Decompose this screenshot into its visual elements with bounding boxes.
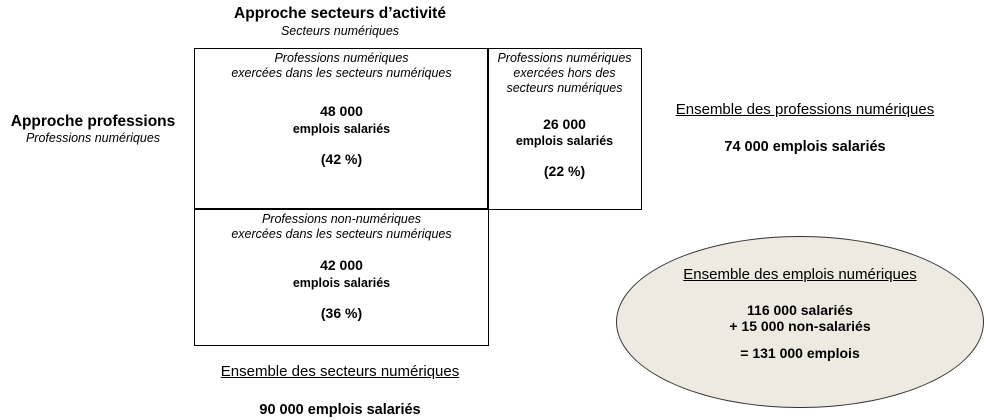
sectors-total-label: Ensemble des secteurs numériques xyxy=(220,363,460,380)
cell-b-number: 26 000 xyxy=(543,116,586,132)
cell-non-digital-professions-in-digital-sectors xyxy=(194,208,489,346)
digital-jobs-non-employees: + 15 000 non-salariés xyxy=(729,318,871,334)
cell-b-desc-line3: secteurs numériques xyxy=(506,81,623,95)
digital-jobs-total-label: Ensemble des emplois numériques xyxy=(683,266,917,283)
cell-a-unit: emplois salariés xyxy=(292,122,391,136)
cell-c-number: 42 000 xyxy=(320,257,363,273)
professions-total-value: 74 000 emplois salariés xyxy=(724,139,886,155)
professions-total-label: Ensemble des professions numériques xyxy=(675,101,935,118)
cell-a-number: 48 000 xyxy=(320,103,363,119)
digital-jobs-total xyxy=(620,266,980,361)
digital-jobs-employees: 116 000 salariés xyxy=(747,302,853,318)
cell-digital-professions-in-digital-sectors xyxy=(194,48,489,210)
cell-b-desc-line2: exercées hors des xyxy=(513,66,616,80)
cell-c-unit: emplois salariés xyxy=(292,276,391,290)
professions-approach-subtitle: Professions numériques xyxy=(25,131,161,145)
sectors-total xyxy=(190,362,490,419)
cell-c-percent: (36 %) xyxy=(320,305,363,321)
sectors-approach-header xyxy=(190,4,490,39)
cell-a-desc-line2: exercées dans les secteurs numériques xyxy=(231,66,452,80)
sectors-approach-subtitle: Secteurs numériques xyxy=(280,24,400,38)
professions-total xyxy=(640,100,970,156)
professions-approach-header xyxy=(0,112,186,146)
cell-b-desc-line1: Professions numériques xyxy=(497,51,632,65)
cell-a-percent: (42 %) xyxy=(320,151,363,167)
sectors-approach-title: Approche secteurs d’activité xyxy=(234,5,446,22)
cell-b-percent: (22 %) xyxy=(543,163,586,179)
digital-jobs-sum: = 131 000 emplois xyxy=(740,345,860,361)
cell-digital-professions-outside-digital-sectors xyxy=(487,48,642,210)
cell-a-desc-line1: Professions numériques xyxy=(274,51,409,65)
cell-c-desc-line1: Professions non-numériques xyxy=(261,212,422,226)
cell-c-desc-line2: exercées dans les secteurs numériques xyxy=(231,227,452,241)
cell-b-unit: emplois salariés xyxy=(515,134,614,148)
professions-approach-title: Approche professions xyxy=(10,113,176,130)
sectors-total-value: 90 000 emplois salariés xyxy=(259,402,421,418)
